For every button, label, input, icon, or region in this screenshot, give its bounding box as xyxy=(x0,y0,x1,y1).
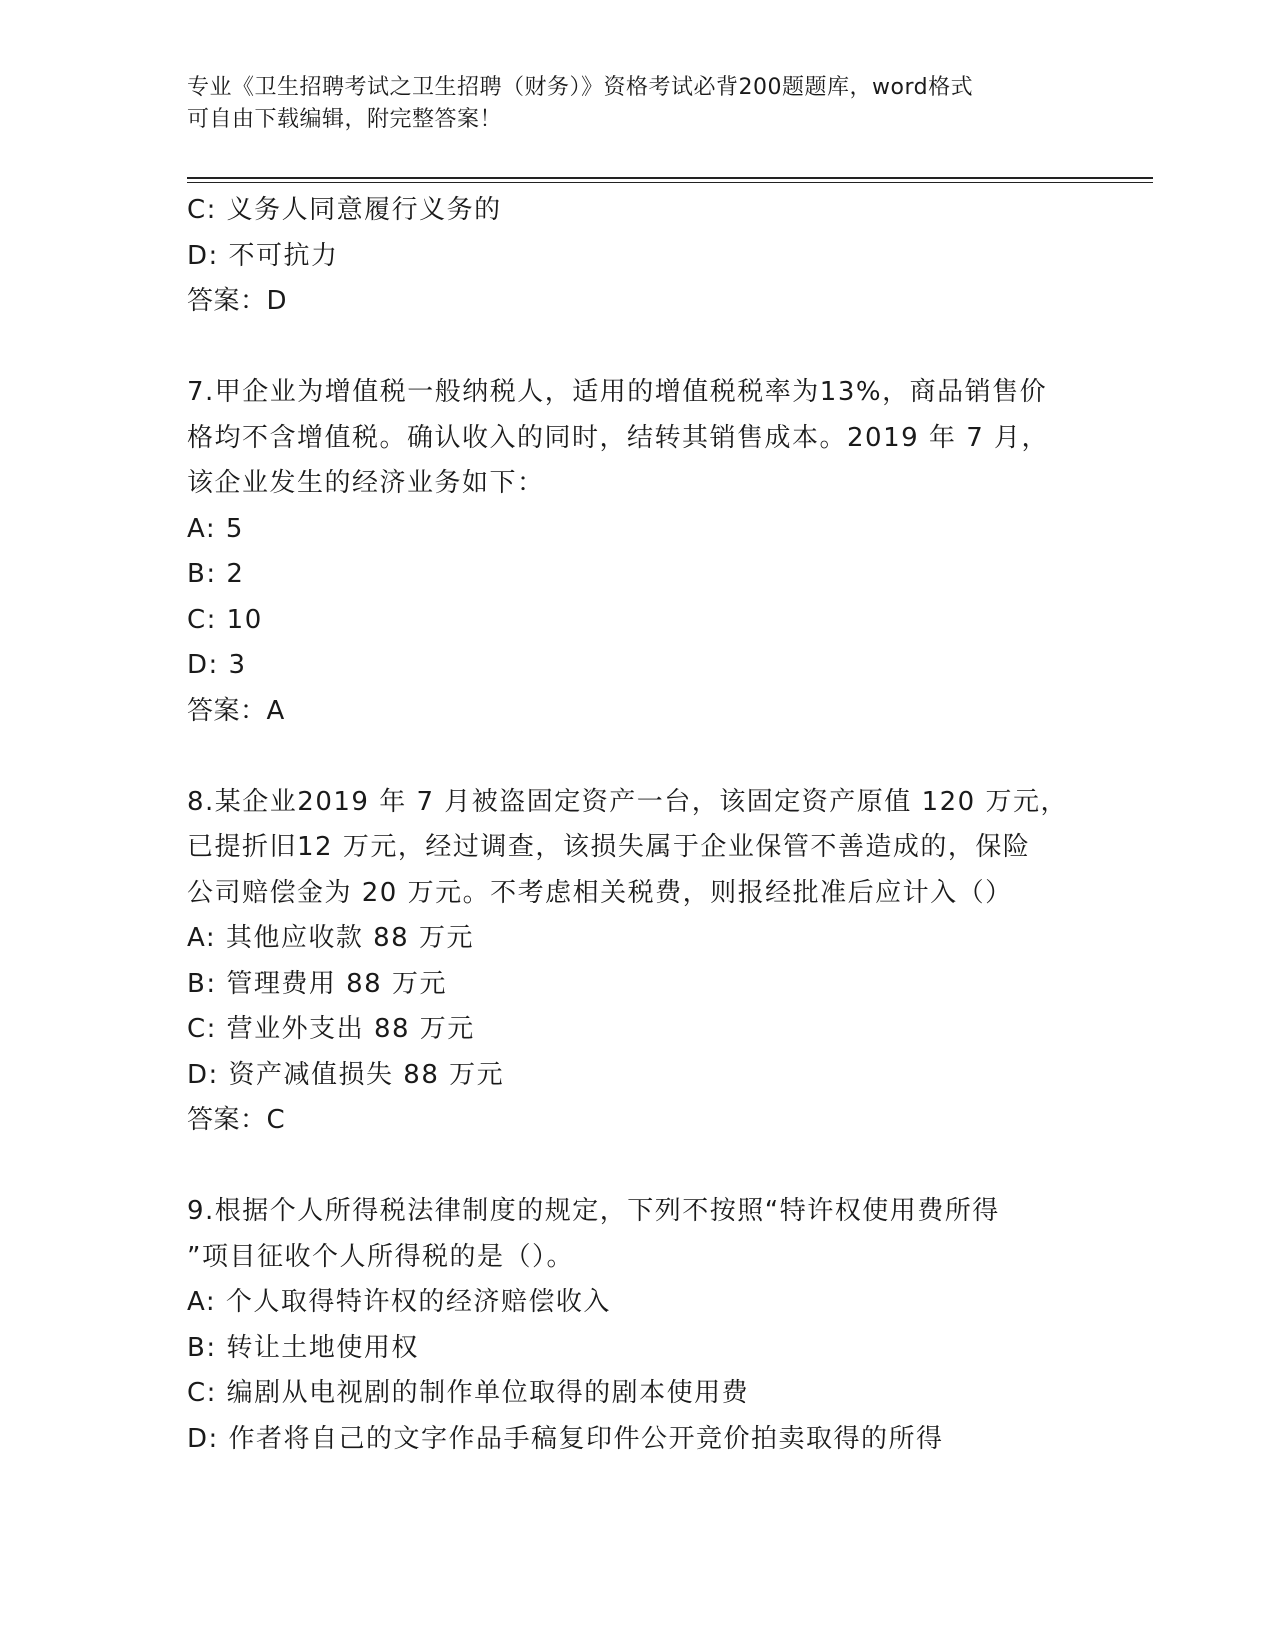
document-header xyxy=(187,72,1067,136)
option-d: D: 不可抗力 xyxy=(187,240,339,271)
option-a: A: 个人取得特许权的经济赔偿收入 xyxy=(187,1287,611,1317)
answer-line: 答案：A xyxy=(187,695,285,726)
question-text-line: 9.根据个人所得税法律制度的规定，下列不按照“特许权使用费所得 xyxy=(187,1196,1000,1226)
answer-line: 答案：D xyxy=(187,286,288,316)
option-c: C: 10 xyxy=(187,604,263,635)
option-c: C: 义务人同意履行义务的 xyxy=(187,195,502,225)
question-text-line: 公司赔偿金为 20 万元。不考虑相关税费，则报经批准后应计入（） xyxy=(187,877,1013,908)
spacer xyxy=(187,734,1087,780)
question-text-line: 已提折旧12 万元，经过调查，该损失属于企业保管不善造成的，保险 xyxy=(187,832,1031,862)
option-a: A: 5 xyxy=(187,513,244,544)
header-title-line-2: 可自由下载编辑，附完整答案！ xyxy=(187,107,503,132)
option-c: C: 编剧从电视剧的制作单位取得的剧本使用费 xyxy=(187,1378,750,1408)
option-a: A: 其他应收款 88 万元 xyxy=(187,923,474,953)
question-8 xyxy=(187,780,1087,1144)
header-title-line-1: 专业《卫生招聘考试之卫生招聘（财务）》资格考试必背200题题库，word格式 xyxy=(187,75,974,100)
spacer xyxy=(187,325,1087,371)
option-b: B: 转让土地使用权 xyxy=(187,1332,419,1363)
option-d: D: 3 xyxy=(187,650,247,680)
option-c: C: 营业外支出 88 万元 xyxy=(187,1014,475,1044)
question-7 xyxy=(187,370,1087,734)
header-divider-thin xyxy=(187,182,1153,183)
question-text-line: 8.某企业2019 年 7 月被盗固定资产一台，该固定资产原值 120 万元， xyxy=(187,786,1068,817)
option-d: D: 作者将自己的文字作品手稿复印件公开竞价拍卖取得的所得 xyxy=(187,1423,944,1454)
spacer xyxy=(187,1144,1087,1190)
question-text-line: 格均不含增值税。确认收入的同时，结转其销售成本。2019 年 7 月， xyxy=(187,422,1050,453)
question-text-line: 7.甲企业为增值税一般纳税人，适用的增值税税率为13%，商品销售价 xyxy=(187,377,1048,407)
question-text-line: ”项目征收个人所得税的是（）。 xyxy=(187,1241,574,1272)
option-b: B: 2 xyxy=(187,559,245,589)
answer-line: 答案：C xyxy=(187,1105,286,1135)
header-divider-thick xyxy=(187,177,1153,179)
question-9 xyxy=(187,1189,1087,1462)
question-6-continuation xyxy=(187,188,1087,325)
question-text-line: 该企业发生的经济业务如下： xyxy=(187,468,545,498)
option-d: D: 资产减值损失 88 万元 xyxy=(187,1059,505,1090)
question-content xyxy=(187,188,1087,1462)
option-b: B: 管理费用 88 万元 xyxy=(187,968,447,999)
